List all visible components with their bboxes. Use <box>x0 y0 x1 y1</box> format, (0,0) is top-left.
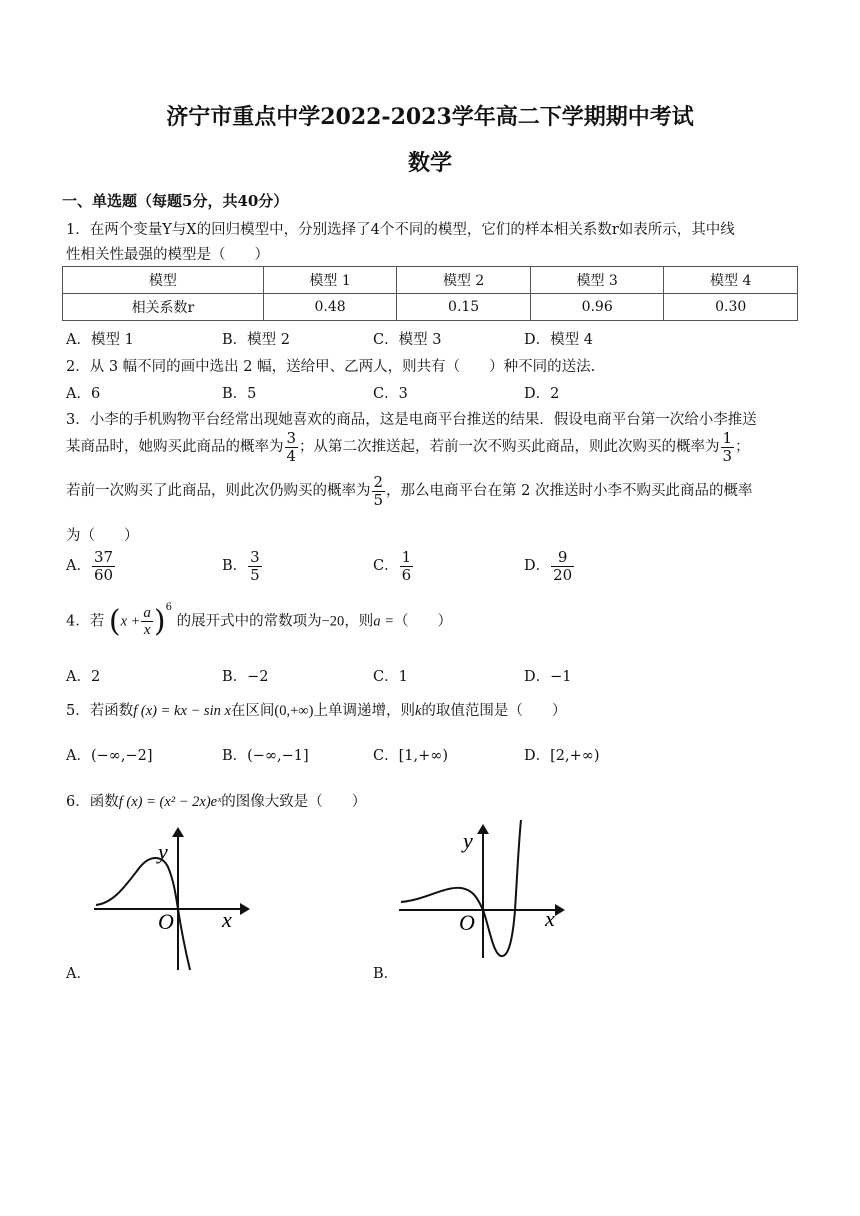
q5-option-d: D．[2,+∞) <box>524 748 600 764</box>
q6-text <box>66 790 366 811</box>
q4-text-part: ，则 <box>344 613 374 630</box>
math-expr: f (x) = kx − sin x <box>133 703 231 719</box>
q3-text-line2 <box>66 430 750 464</box>
math-expr: k <box>414 703 422 719</box>
table-cell: 0.96 <box>530 294 664 321</box>
q3-option-c <box>373 549 414 583</box>
fraction <box>141 605 153 639</box>
q3-text-part: 若前一次购买了此商品，则此次仍购买的概率为 <box>66 483 371 499</box>
fraction-numerator: 9 <box>557 548 568 566</box>
paren-open: ( <box>108 604 121 639</box>
q4-text <box>66 601 452 639</box>
math-expr: a = <box>373 613 394 630</box>
q5-option-a: A．(−∞,−2] <box>66 748 153 764</box>
math-expr: −20 <box>321 613 345 630</box>
fraction <box>248 549 262 583</box>
math-expr: f (x) = (x² − 2x)eˣ <box>118 794 222 810</box>
math-expr: (0,+∞) <box>274 703 314 719</box>
q6-text-part: 的图像大致是（ ） <box>221 794 367 810</box>
table-cell: 模型 <box>63 267 264 294</box>
origin-label: O <box>459 910 475 935</box>
q3-text-line3 <box>66 474 753 508</box>
x-axis-arrow <box>555 904 565 916</box>
q6-text-part: 6．函数 <box>66 794 119 810</box>
q3-option-a <box>66 549 116 583</box>
q2-text: 2．从 3 幅不同的画中选出 2 幅，送给甲、乙两人，则共有（ ）种不同的送法. <box>66 359 596 375</box>
y-axis-arrow <box>477 824 489 834</box>
q3-text-part: ，那么电商平台在第 2 次推送时小李不购买此商品的概率 <box>386 483 753 499</box>
q5-option-c: C．[1,+∞) <box>373 748 448 764</box>
q3-text-part: ；从第二次推送起，若前一次不购买此商品，则此次购买的概率为 <box>299 439 720 455</box>
q1-text-line1: 1．在两个变量Y与X的回归模型中，分别选择了4个不同的模型，它们的样本相关系数r如表所示，其中线 <box>66 222 735 238</box>
q1-option-d: D．模型 4 <box>524 332 593 348</box>
fraction-denominator: 6 <box>401 565 412 584</box>
fraction-numerator: 3 <box>250 548 260 566</box>
fraction <box>400 549 414 583</box>
fraction-denominator: 5 <box>373 490 384 509</box>
q4-text-part: 4．若 <box>66 613 105 630</box>
exam-title: 济宁市重点中学2022-2023学年高二下学期期中考试 <box>166 104 694 130</box>
q2-option-b: B．5 <box>222 386 257 402</box>
section-heading: 一、单选题（每题5分，共40分） <box>62 192 289 210</box>
option-letter: A． <box>66 558 91 574</box>
y-axis-label: y <box>158 839 168 864</box>
table-cell: 0.48 <box>263 294 397 321</box>
q3-option-b <box>222 549 263 583</box>
fraction-numerator: a <box>143 604 151 621</box>
q3-text-part: 某商品时，她购买此商品的概率为 <box>66 439 284 455</box>
correlation-table <box>62 266 798 321</box>
fraction <box>285 430 299 464</box>
option-letter: B． <box>222 558 248 574</box>
origin-label: O <box>158 909 174 934</box>
y-axis-arrow <box>172 827 184 837</box>
table-cell: 0.30 <box>664 294 798 321</box>
graph-a <box>90 825 250 975</box>
q1-text-line2: 性相关性最强的模型是（ ） <box>66 247 269 263</box>
q5-text-part: 上单调递增，则 <box>313 703 415 719</box>
table-header-row <box>63 267 798 294</box>
fraction-denominator: 5 <box>250 565 260 584</box>
q4-option-c: C．1 <box>373 669 408 685</box>
paren-close: ) <box>153 604 166 639</box>
q2-option-d: D．2 <box>524 386 560 402</box>
fraction-numerator: 3 <box>286 429 297 447</box>
q5-text-part: 的取值范围是（ ） <box>421 703 567 719</box>
table-row <box>63 294 798 321</box>
q5-text <box>66 699 566 720</box>
fraction-numerator: 1 <box>401 548 412 566</box>
math-expr: x + <box>120 613 141 630</box>
x-axis-arrow <box>240 903 250 915</box>
q3-text-part: ； <box>735 439 750 455</box>
q1-option-b: B．模型 2 <box>222 332 290 348</box>
q5-option-b: B．(−∞,−1] <box>222 748 309 764</box>
fraction <box>721 430 735 464</box>
fraction <box>551 549 574 583</box>
q3-text-line1: 3．小李的手机购物平台经常出现她喜欢的商品，这是电商平台推送的结果．假设电商平台第一次给小李推送 <box>66 412 757 428</box>
q3-text-line4: 为（ ） <box>66 528 139 544</box>
q6-option-a: A． <box>66 966 91 982</box>
q5-text-part: 在区间 <box>230 703 275 719</box>
q4-option-b: B．−2 <box>222 669 269 685</box>
curve-a <box>96 858 190 970</box>
curve-b <box>401 820 521 956</box>
fraction-numerator: 1 <box>722 429 733 447</box>
q4-text-part: （ ） <box>393 613 452 630</box>
q4-text-part: 的展开式中的常数项为 <box>176 613 322 630</box>
exponent: 6 <box>165 601 173 613</box>
q5-text-part: 5．若函数 <box>66 703 134 719</box>
q3-option-d <box>524 549 575 583</box>
table-cell: 0.15 <box>397 294 531 321</box>
x-axis-label: x <box>545 906 555 931</box>
q1-option-c: C．模型 3 <box>373 332 442 348</box>
option-letter: D． <box>524 558 551 574</box>
q2-option-c: C．3 <box>373 386 408 402</box>
table-cell: 模型 3 <box>530 267 664 294</box>
table-cell: 模型 2 <box>397 267 531 294</box>
fraction-numerator: 37 <box>93 548 114 566</box>
x-axis-label: x <box>222 907 232 932</box>
q4-option-d: D．−1 <box>524 669 572 685</box>
table-cell: 模型 1 <box>263 267 397 294</box>
y-axis-label: y <box>463 828 473 853</box>
subject-title: 数学 <box>407 150 452 176</box>
table-cell: 相关系数r <box>63 294 264 321</box>
fraction-denominator: 20 <box>553 565 573 584</box>
fraction <box>372 474 386 508</box>
graph-b <box>395 818 570 968</box>
fraction-denominator: 60 <box>93 565 114 584</box>
fraction <box>92 549 115 583</box>
table-cell: 模型 4 <box>664 267 798 294</box>
q6-option-b: B． <box>373 966 399 982</box>
fraction-denominator: 4 <box>286 446 297 465</box>
fraction-numerator: 2 <box>373 473 384 491</box>
option-letter: C． <box>373 558 399 574</box>
q1-option-a: A．模型 1 <box>66 332 134 348</box>
q4-option-a: A．2 <box>66 669 101 685</box>
fraction-denominator: x <box>141 621 153 639</box>
fraction-denominator: 3 <box>722 446 733 465</box>
q2-option-a: A．6 <box>66 386 101 402</box>
